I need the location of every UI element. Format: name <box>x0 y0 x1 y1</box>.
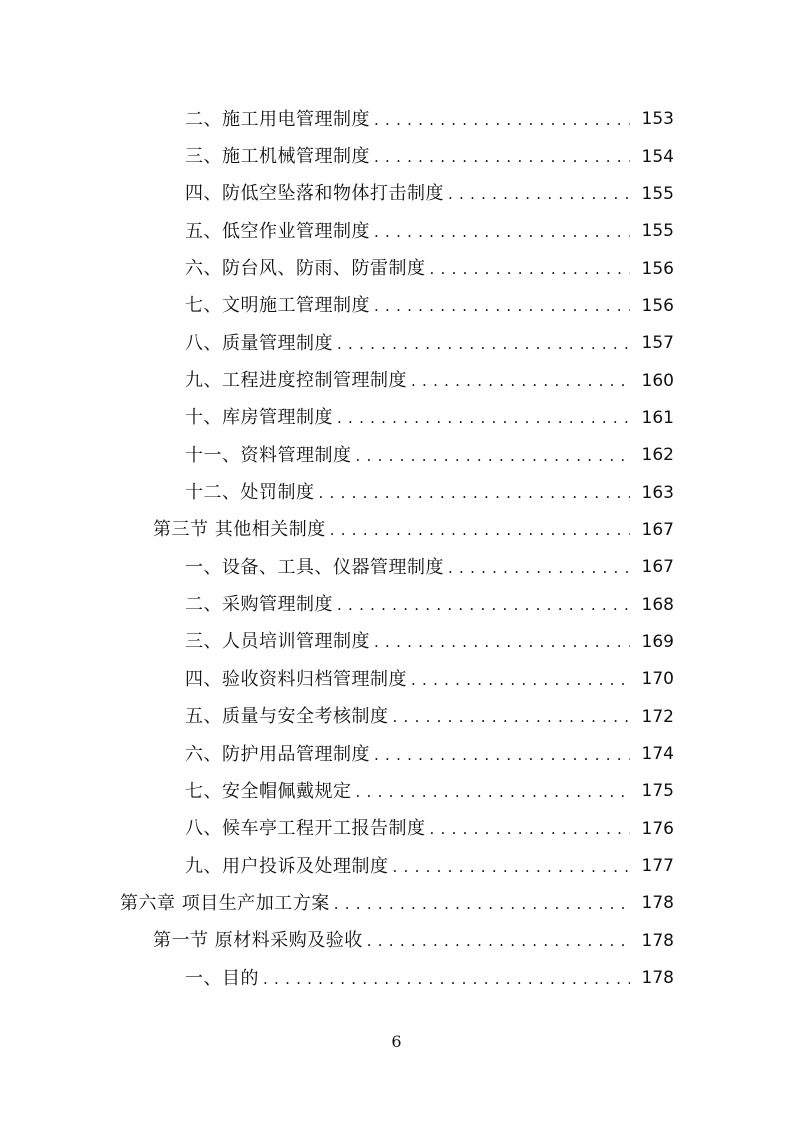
toc-dot-leader <box>448 559 630 577</box>
toc-entry-page: 167 <box>641 557 674 578</box>
toc-entry-page: 153 <box>641 109 674 130</box>
toc-entry-page: 177 <box>641 856 674 877</box>
toc-entry[interactable] <box>0 848 793 885</box>
toc-entry-title: 十、库房管理制度 <box>185 407 333 429</box>
toc-entry-title: 五、低空作业管理制度 <box>185 220 370 242</box>
toc-dot-leader <box>319 484 631 502</box>
toc-entry-title: 第一节 原材料采购及验收 <box>153 930 363 952</box>
toc-entry-page: 178 <box>641 968 674 989</box>
toc-entry-page: 178 <box>641 930 674 951</box>
toc-entry-title: 二、采购管理制度 <box>185 594 333 616</box>
toc-entry-page: 156 <box>641 258 674 279</box>
toc-entry[interactable] <box>0 699 793 736</box>
toc-dot-leader <box>356 447 631 465</box>
toc-entry-page: 168 <box>641 594 674 615</box>
toc-entry-chapter[interactable] <box>0 885 793 922</box>
toc-dot-leader <box>356 783 631 801</box>
toc-dot-leader <box>430 820 631 838</box>
toc-dot-leader <box>411 671 630 689</box>
toc-entry[interactable] <box>0 549 793 586</box>
toc-entry-title: 八、质量管理制度 <box>185 332 333 354</box>
toc-entry-title: 一、目的 <box>185 967 259 989</box>
toc-dot-leader <box>374 297 630 315</box>
toc-dot-leader <box>374 148 630 166</box>
toc-entry-title: 十二、处罚制度 <box>185 482 315 504</box>
toc-entry-title: 九、用户投诉及处理制度 <box>185 855 389 877</box>
table-of-contents <box>0 101 793 997</box>
toc-dot-leader <box>337 409 630 427</box>
toc-entry[interactable] <box>0 811 793 848</box>
toc-entry-page: 172 <box>641 706 674 727</box>
toc-dot-leader <box>374 746 630 764</box>
toc-entry-page: 155 <box>641 183 674 204</box>
toc-entry-title: 六、防护用品管理制度 <box>185 743 370 765</box>
toc-entry[interactable] <box>0 736 793 773</box>
toc-dot-leader <box>430 260 631 278</box>
toc-entry-title: 二、施工用电管理制度 <box>185 108 370 130</box>
toc-entry-page: 175 <box>641 781 674 802</box>
toc-entry-page: 155 <box>641 221 674 242</box>
toc-entry[interactable] <box>0 138 793 175</box>
toc-entry-title: 六、防台风、防雨、防雷制度 <box>185 258 426 280</box>
toc-dot-leader <box>448 185 630 203</box>
toc-entry-page: 154 <box>641 146 674 167</box>
toc-entry[interactable] <box>0 288 793 325</box>
toc-entry-title: 四、防低空坠落和物体打击制度 <box>185 183 444 205</box>
toc-dot-leader <box>367 932 630 950</box>
toc-entry-page: 162 <box>641 445 674 466</box>
toc-dot-leader <box>374 111 630 129</box>
toc-entry-page: 167 <box>641 519 674 540</box>
toc-entry[interactable] <box>0 101 793 138</box>
toc-entry-title: 一、设备、工具、仪器管理制度 <box>185 556 444 578</box>
page-number: 6 <box>391 1032 402 1051</box>
toc-entry-page: 176 <box>641 818 674 839</box>
toc-entry-page: 163 <box>641 482 674 503</box>
toc-entry[interactable] <box>0 400 793 437</box>
toc-entry[interactable] <box>0 325 793 362</box>
toc-dot-leader <box>411 372 630 390</box>
toc-entry-page: 169 <box>641 631 674 652</box>
toc-dot-leader <box>337 335 630 353</box>
toc-entry[interactable] <box>0 624 793 661</box>
toc-dot-leader <box>330 521 630 539</box>
toc-entry[interactable] <box>0 213 793 250</box>
toc-entry-title: 四、验收资料归档管理制度 <box>185 668 407 690</box>
toc-entry-title: 第三节 其他相关制度 <box>153 519 326 541</box>
toc-entry[interactable] <box>0 773 793 810</box>
toc-entry-title: 七、安全帽佩戴规定 <box>185 780 352 802</box>
toc-entry[interactable] <box>0 960 793 997</box>
toc-entry-page: 170 <box>641 669 674 690</box>
toc-entry-page: 157 <box>641 333 674 354</box>
toc-entry[interactable] <box>0 437 793 474</box>
toc-dot-leader <box>334 895 630 913</box>
toc-entry-page: 156 <box>641 295 674 316</box>
toc-dot-leader <box>393 858 631 876</box>
toc-entry-page: 161 <box>641 407 674 428</box>
toc-entry[interactable] <box>0 586 793 623</box>
toc-entry-section[interactable] <box>0 923 793 960</box>
toc-dot-leader <box>337 596 630 614</box>
toc-dot-leader <box>263 970 630 988</box>
toc-dot-leader <box>393 708 631 726</box>
toc-entry-page: 178 <box>641 893 674 914</box>
toc-entry-section[interactable] <box>0 512 793 549</box>
toc-entry-title: 九、工程进度控制管理制度 <box>185 370 407 392</box>
toc-entry-title: 五、质量与安全考核制度 <box>185 706 389 728</box>
toc-entry-page: 174 <box>641 744 674 765</box>
toc-entry-title: 八、候车亭工程开工报告制度 <box>185 818 426 840</box>
toc-dot-leader <box>374 633 630 651</box>
toc-entry-title: 三、施工机械管理制度 <box>185 146 370 168</box>
toc-dot-leader <box>374 223 630 241</box>
toc-entry[interactable] <box>0 362 793 399</box>
toc-entry-title: 三、人员培训管理制度 <box>185 631 370 653</box>
toc-entry-page: 160 <box>641 370 674 391</box>
toc-entry[interactable] <box>0 250 793 287</box>
toc-entry-title: 十一、资料管理制度 <box>185 444 352 466</box>
toc-entry[interactable] <box>0 661 793 698</box>
toc-entry[interactable] <box>0 176 793 213</box>
toc-entry-title: 七、文明施工管理制度 <box>185 295 370 317</box>
toc-entry[interactable] <box>0 474 793 511</box>
toc-entry-title: 第六章 项目生产加工方案 <box>120 892 330 914</box>
